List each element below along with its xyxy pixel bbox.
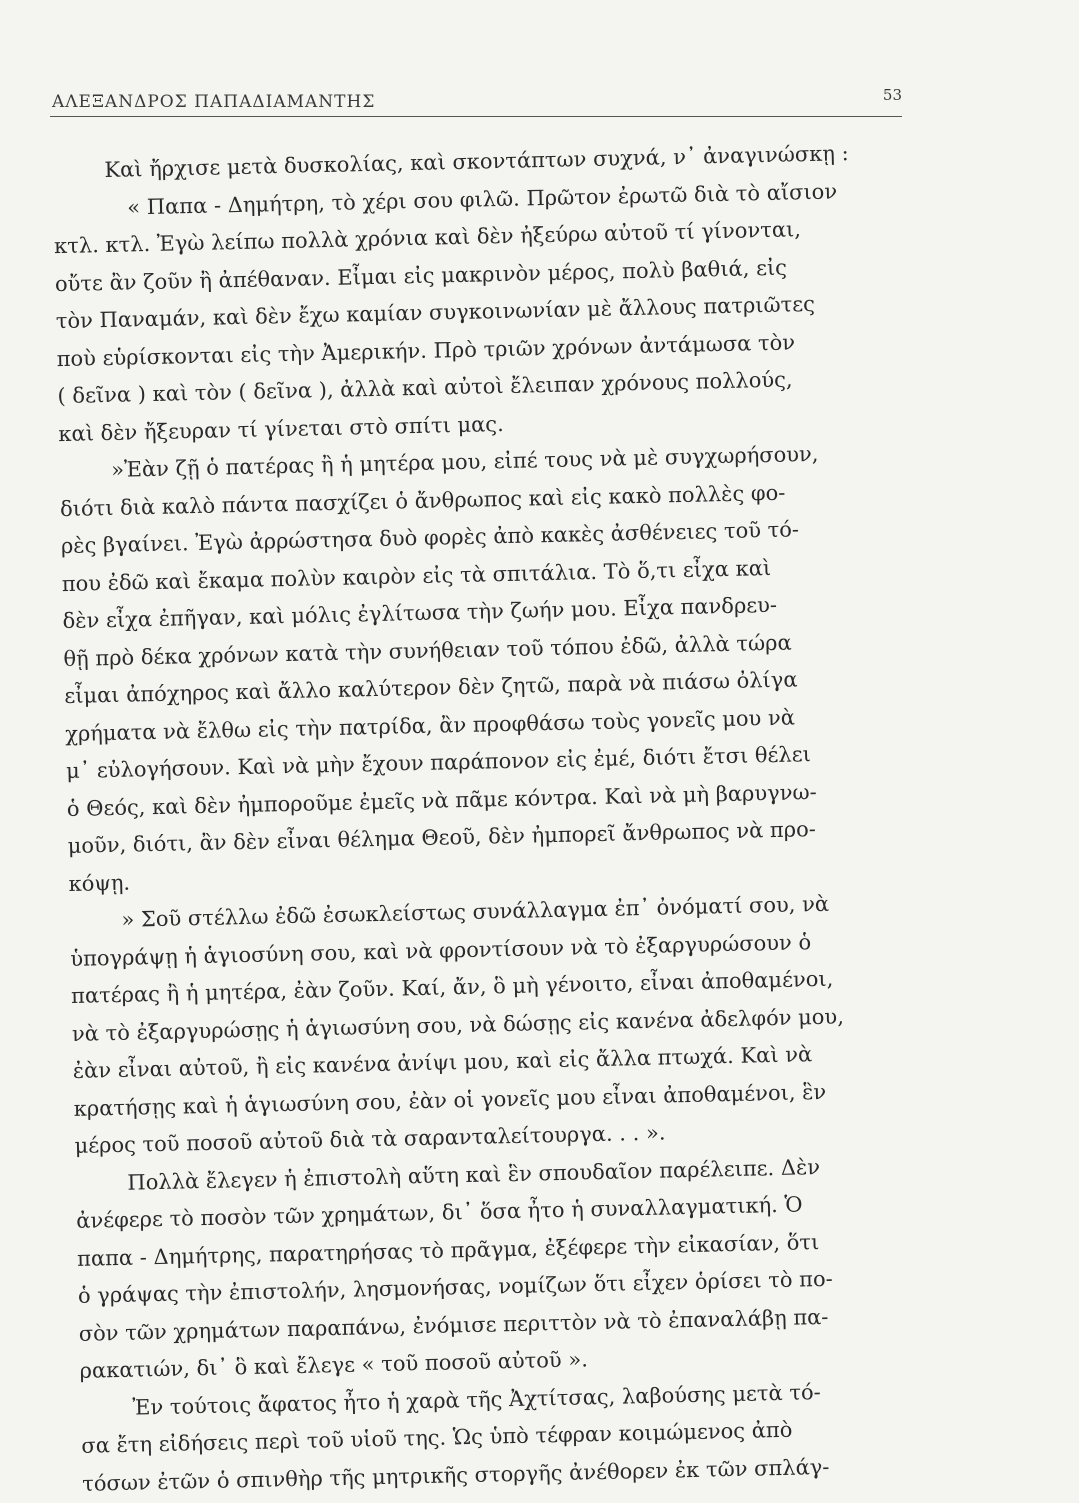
body-text xyxy=(53,134,934,1502)
text-line: νὰ τὸ ἐξαργυρώσῃς ἡ ἁγιωσύνη σου, νὰ δώσῃς εἰς κανένα ἀδελφόν μου, xyxy=(71,1003,845,1046)
text-line: μ᾽ εὐλογήσουν. Καὶ νὰ μὴν ἔχουν παράπονον εἰς ἐμέ, διότι ἔτσι θέλει xyxy=(65,742,812,784)
text-line: οὔτε ἂν ζοῦν ἢ ἀπέθαναν. Εἶμαι εἰς μακρινὸν μέρος, πολὺ βαθιά, εἰς xyxy=(54,255,788,296)
text-line: Πολλὰ ἔλεγεν ἡ ἐπιστολὴ αὕτη καὶ ἓν σπουδαῖον παρέλειπε. Δὲν xyxy=(127,1154,821,1195)
text-line: τόσων ἐτῶν ὁ σπινθὴρ τῆς μητρικῆς στοργῆς ἀνέθορεν ἐκ τῶν σπλάγ- xyxy=(81,1454,830,1496)
text-line: σὸν τῶν χρημάτων παραπάνω, ἐνόμισε περιττὸν νὰ τὸ ἐπαναλάβῃ πα- xyxy=(78,1304,829,1346)
text-line: ρακατιών, δι᾽ ὃ καὶ ἔλεγε « τοῦ ποσοῦ αὐτοῦ ». xyxy=(79,1347,589,1383)
text-line: ποὺ εὑρίσκονται εἰς τὴν Ἀμερικήν. Πρὸ τριῶν χρόνων ἀντάμωσα τὸν xyxy=(56,329,796,371)
text-line: ὁ Θεός, καὶ δὲν ἠμποροῦμε ἐμεῖς νὰ πᾶμε κόντρα. Καὶ νὰ μὴ βαρυγνω- xyxy=(66,779,817,821)
text-line: ( δεῖνα ) καὶ τὸν ( δεῖνα ), ἀλλὰ καὶ αὐτοὶ ἔλειπαν χρόνους πολλούς, xyxy=(57,367,793,409)
page-number: 53 xyxy=(882,86,902,104)
text-line: καὶ δὲν ἤξευραν τί γίνεται στὸ σπίτι μας. xyxy=(58,411,504,446)
text-line: χρήματα νὰ ἔλθω εἰς τὴν πατρίδα, ἂν προφθάσω τοὺς γονεῖς μου νὰ xyxy=(64,704,796,746)
text-line: μοῦν, διότι, ἂν δὲν εἶναι θέλημα Θεοῦ, δὲν ἠμπορεῖ ἄνθρωπος νὰ προ- xyxy=(67,817,817,858)
text-line: ἐὰν εἶναι αὐτοῦ, ἢ εἰς κανένα ἀνίψι μου, καὶ εἰς ἄλλα πτωχά. Καὶ νὰ xyxy=(72,1042,813,1083)
text-line: τὸν Παναμάν, καὶ δὲν ἔχω καμίαν συγκοινωνίαν μὲ ἄλλους πατριῶτες xyxy=(55,291,816,334)
text-line: εἶμαι ἀπόχηρος καὶ ἄλλο καλύτερον δὲν ζητῶ, παρὰ νὰ πιάσω ὀλίγα xyxy=(64,667,798,709)
text-line: κόψῃ. xyxy=(68,870,131,896)
text-line: ἀνέφερε τὸ ποσὸν τῶν χρημάτων, δι᾽ ὅσα ἦτο ἡ συναλλαγματική. Ὁ xyxy=(75,1192,803,1233)
text-line: Καὶ ἤρχισε μετὰ δυσκολίας, καὶ σκοντάπτων συχνά, ν᾽ ἀναγινώσκῃ : xyxy=(104,141,849,182)
text-line: δὲν εἶχα ἐπῆγαν, καὶ μόλις ἐγλίτωσα τὴν ζωήν μου. Εἶχα πανδρευ- xyxy=(62,592,778,634)
text-line: θῇ πρὸ δέκα χρόνων κατὰ τὴν συνήθειαν τοῦ τόπου ἐδῶ, ἀλλὰ τώρα xyxy=(63,630,792,671)
text-line: Ἐν τούτοις ἄφατος ἦτο ἡ χαρὰ τῆς Ἀχτίτσας, λαβούσης μετὰ τό- xyxy=(132,1379,821,1420)
running-header xyxy=(50,80,902,117)
header-author: ΑΛΕΞΑΝΔΡΟΣ ΠΑΠΑΔΙΑΜΑΝΤΗΣ xyxy=(52,92,376,112)
text-line: πατέρας ἢ ἡ μητέρα, ἐὰν ζοῦν. Καί, ἄν, ὃ μὴ γένοιτο, εἶναι ἀποθαμένοι, xyxy=(70,966,834,1008)
text-line: κρατήσῃς καὶ ἡ ἁγιωσύνη σου, ἐὰν οἱ γονεῖς μου εἶναι ἀποθαμένοι, ἓν xyxy=(73,1079,827,1121)
text-line: διότι διὰ καλὸ πάντα πασχίζει ὁ ἄνθρωπος καὶ εἰς κακὸ πολλὲς φο- xyxy=(59,480,786,521)
text-line: παπα - Δημήτρης, παρατηρήσας τὸ πρᾶγμα, ἐξέφερε τὴν εἰκασίαν, ὅτι xyxy=(76,1229,820,1271)
text-line: σα ἔτη εἰδήσεις περὶ τοῦ υἱοῦ της. Ὡς ὑπὸ τέφραν κοιμώμενος ἀπὸ xyxy=(81,1417,793,1458)
text-line: που ἐδῶ καὶ ἔκαμα πολὺν καιρὸν εἰς τὰ σπιτάλια. Τὸ ὅ,τι εἶχα καὶ xyxy=(61,555,772,596)
text-line: ὁ γράψας τὴν ἐπιστολήν, λησμονήσας, νομίζων ὅτι εἶχεν ὁρίσει τὸ πο- xyxy=(77,1266,833,1308)
text-line: ὑπογράψῃ ἡ ἁγιοσύνη σου, καὶ νὰ φροντίσουν νὰ τὸ ἐξαργυρώσουν ὁ xyxy=(70,929,812,971)
text-line: κτλ. κτλ. Ἐγὼ λείπω πολλὰ χρόνια καὶ δὲν ἠξεύρω αὐτοῦ τί γίνονται, xyxy=(53,217,802,259)
text-line: « Παπα - Δημήτρη, τὸ χέρι σου φιλῶ. Πρῶτον ἐρωτῶ διὰ τὸ αἴσιον xyxy=(126,178,838,219)
text-line: μέρος τοῦ ποσοῦ αὐτοῦ διὰ τὰ σαρανταλείτουργα. . . ». xyxy=(74,1120,666,1158)
text-line: » Σοῦ στέλλω ἐδῶ ἐσωκλείστως συνάλλαγμα ἐπ᾽ ὀνόματί σου, νὰ xyxy=(121,891,830,932)
text-line: »Ἐὰν ζῇ ὁ πατέρας ἢ ἡ μητέρα μου, εἰπέ τους νὰ μὲ συγχωρήσουν, xyxy=(110,441,819,482)
text-line: ρὲς βγαίνει. Ἐγὼ ἀρρώστησα δυὸ φορὲς ἀπὸ κακὲς ἀσθένειες τοῦ τό- xyxy=(60,517,800,559)
